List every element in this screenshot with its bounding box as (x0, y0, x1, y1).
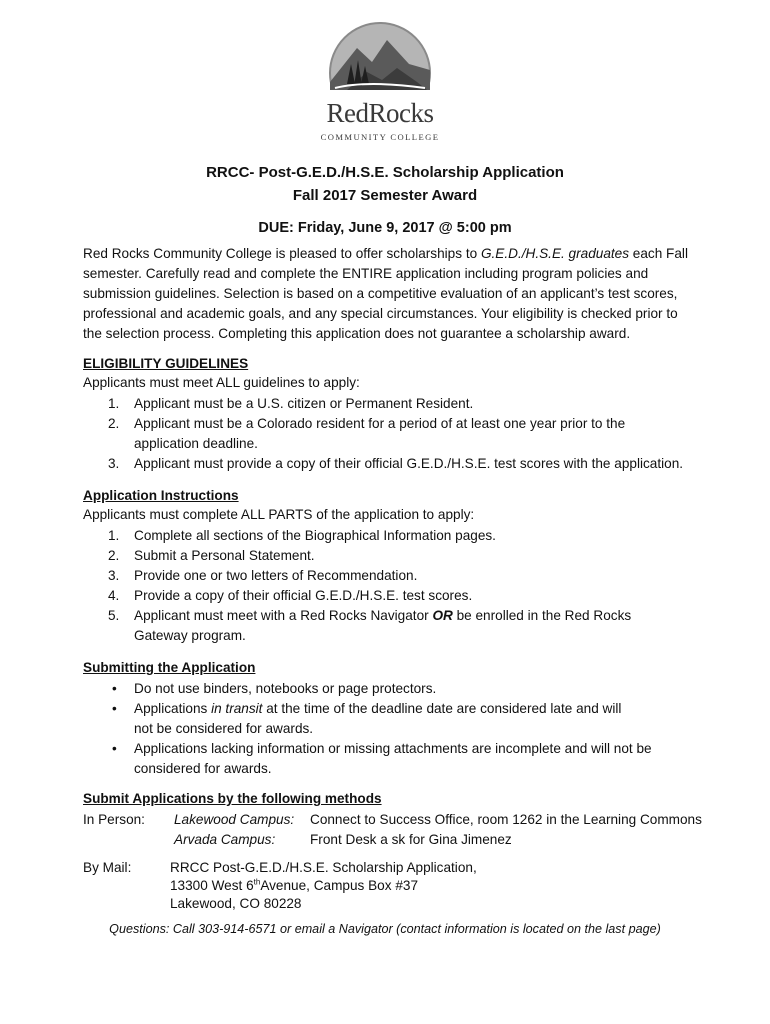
instructions-lead: Applicants must complete ALL PARTS of the application to apply: (83, 507, 475, 522)
document-title: RRCC- Post-G.E.D./H.S.E. Scholarship Application (206, 164, 564, 181)
list-item (108, 394, 683, 414)
mountain-logo-icon (327, 20, 433, 96)
intro-line: submission guidelines. Selection is based on a competitive evaluation of an applicant’s test scores, (83, 286, 678, 301)
list-item (108, 606, 631, 646)
mail-address-part: 13300 West 6 (170, 878, 254, 893)
list-text: Applications lacking information or missing attachments are incomplete and will not be (134, 741, 652, 756)
instructions-list (108, 526, 631, 646)
intro-line: semester. Carefully read and complete the ENTIRE application including program policies and (83, 266, 649, 281)
bullet-icon: • (112, 681, 117, 696)
lakewood-text: Connect to Success Office, room 1262 in the Learning Commons (310, 812, 702, 827)
list-number: 2. (108, 416, 120, 431)
mail-line-3: Lakewood, CO 80228 (170, 896, 302, 911)
list-number: 1. (108, 396, 120, 411)
list-text: application deadline. (134, 436, 258, 451)
list-item (108, 699, 652, 739)
list-text (134, 606, 631, 626)
list-number: 4. (108, 588, 120, 603)
list-text-part: Applications (134, 701, 212, 716)
bullet-icon: • (112, 701, 117, 716)
list-text: Applicant must provide a copy of their official G.E.D./H.S.E. test scores with the application. (134, 456, 684, 471)
mail-address-sup: th (253, 877, 261, 887)
due-date: DUE: Friday, June 9, 2017 @ 5:00 pm (258, 220, 512, 236)
submitting-list (108, 679, 652, 779)
document-subtitle: Fall 2017 Semester Award (292, 187, 478, 204)
list-item (108, 546, 631, 566)
list-text: Provide one or two letters of Recommendation. (134, 568, 418, 583)
list-number: 1. (108, 528, 120, 543)
intro-line: professional and academic goals, and any special circumstances. Your eligibility is checked prior to (83, 306, 678, 321)
mail-line-2 (170, 878, 418, 893)
eligibility-heading: ELIGIBILITY GUIDELINES (83, 356, 249, 371)
list-item (108, 414, 683, 454)
list-item (108, 566, 631, 586)
in-person-label: In Person: (83, 812, 145, 827)
questions-footer: Questions: Call 303-914-6571 or email a Navigator (contact information is located on the last page) (109, 922, 661, 936)
list-number: 2. (108, 548, 120, 563)
arvada-label: Arvada Campus: (174, 832, 276, 847)
emphasis-in-transit: in transit (211, 701, 263, 716)
logo-name: RedRocks (326, 98, 434, 128)
submitting-heading: Submitting the Application (83, 660, 256, 675)
list-text: Applicant must be a U.S. citizen or Permanent Resident. (134, 396, 474, 411)
list-text: Do not use binders, notebooks or page protectors. (134, 681, 437, 696)
list-text: Applicant must be a Colorado resident for a period of at least one year prior to the (134, 416, 626, 431)
list-item (108, 586, 631, 606)
mail-address-part: Avenue, Campus Box #37 (260, 878, 419, 893)
mail-line-1: RRCC Post-G.E.D./H.S.E. Scholarship Application, (170, 860, 477, 875)
list-text: considered for awards. (134, 761, 272, 776)
list-text: Provide a copy of their official G.E.D./H.S.E. test scores. (134, 588, 473, 603)
methods-heading: Submit Applications by the following methods (83, 791, 382, 806)
list-text-part: at the time of the deadline date are considered late and will (262, 701, 622, 716)
list-number: 5. (108, 608, 120, 623)
intro-text: Red Rocks Community College is pleased to offer scholarships to (83, 246, 481, 261)
instructions-heading: Application Instructions (83, 488, 239, 503)
list-number: 3. (108, 456, 120, 471)
list-item (108, 739, 652, 779)
lakewood-label: Lakewood Campus: (174, 812, 295, 827)
intro-line: the selection process. Completing this application does not guarantee a scholarship award. (83, 326, 631, 341)
intro-paragraph (83, 244, 703, 344)
emphasis-or: OR (432, 608, 453, 623)
list-text: Gateway program. (134, 628, 246, 643)
mail-label: By Mail: (83, 860, 132, 875)
eligibility-lead: Applicants must meet ALL guidelines to apply: (83, 375, 360, 390)
list-item (108, 679, 652, 699)
logo-subtitle: COMMUNITY COLLEGE (320, 132, 440, 142)
list-text: Submit a Personal Statement. (134, 548, 315, 563)
list-item (108, 454, 683, 474)
bullet-icon: • (112, 741, 117, 756)
list-text-part: be enrolled in the Red Rocks (452, 608, 632, 623)
intro-emphasis: G.E.D./H.S.E. graduates (480, 246, 630, 261)
list-text (134, 699, 652, 719)
list-number: 3. (108, 568, 120, 583)
list-item (108, 526, 631, 546)
list-text-part: Applicant must meet with a Red Rocks Navigator (134, 608, 433, 623)
list-text: not be considered for awards. (134, 721, 314, 736)
college-logo (305, 20, 455, 142)
eligibility-list (108, 394, 683, 474)
list-text: Complete all sections of the Biographical Information pages. (134, 528, 496, 543)
arvada-text: Front Desk a sk for Gina Jimenez (310, 832, 512, 847)
intro-text: each Fall (629, 246, 688, 261)
